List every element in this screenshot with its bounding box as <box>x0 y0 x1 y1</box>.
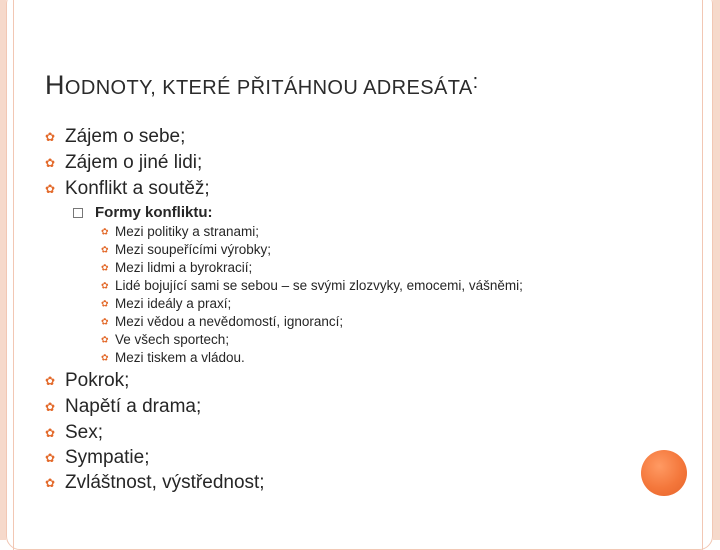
sub-list-item: ✿ Mezi tiskem a vládou. <box>101 350 245 365</box>
sub-list-item: ✿ Mezi soupeřícími výrobky; <box>101 242 272 257</box>
circle-bullet-icon: ✿ <box>101 298 109 309</box>
list-item: ✿ Napětí a drama; <box>45 396 202 417</box>
sub-list-item: ✿ Mezi ideály a praxí; <box>101 296 232 311</box>
circle-bullet-icon: ✿ <box>45 399 56 414</box>
sub-list-item: ✿ Mezi vědou a nevědomostí, ignorancí; <box>101 314 344 329</box>
circle-bullet-icon: ✿ <box>101 244 109 255</box>
list-item: ✿ Konflikt a soutěž; <box>45 178 210 199</box>
list-item: ✿ Zájem o sebe; <box>45 126 186 147</box>
sub-list-item: ✿ Mezi lidmi a byrokracií; <box>101 260 253 275</box>
circle-bullet-icon: ✿ <box>45 425 56 440</box>
list-item: ✿ Sympatie; <box>45 447 150 468</box>
list-item: ✿ Zvláštnost, výstřednost; <box>45 472 265 493</box>
circle-bullet-icon: ✿ <box>45 155 56 170</box>
circle-bullet-icon: ✿ <box>45 450 56 465</box>
slide-title: HODNOTY, KTERÉ PŘITÁHNOU ADRESÁTA: <box>45 70 479 100</box>
sub-list-item: ✿ Lidé bojující sami se sebou – se svými zlozvyky, emocemi, vášněmi; <box>101 278 523 293</box>
circle-bullet-icon: ✿ <box>101 226 109 237</box>
circle-bullet-icon: ✿ <box>101 352 109 363</box>
list-item: ✿ Pokrok; <box>45 370 130 391</box>
circle-bullet-icon: ✿ <box>45 129 56 144</box>
sub-list-item: ✿ Ve všech sportech; <box>101 332 230 347</box>
square-bullet-icon <box>73 208 83 218</box>
circle-bullet-icon: ✿ <box>101 316 109 327</box>
sub-list-item: ✿ Mezi politiky a stranami; <box>101 224 260 239</box>
circle-bullet-icon: ✿ <box>45 373 56 388</box>
right-border-strip <box>713 0 720 540</box>
circle-bullet-icon: ✿ <box>101 262 109 273</box>
sub-heading: Formy konfliktu: <box>73 205 213 220</box>
circle-bullet-icon: ✿ <box>45 475 56 490</box>
circle-bullet-icon: ✿ <box>45 181 56 196</box>
list-item: ✿ Zájem o jiné lidi; <box>45 152 203 173</box>
list-item: ✿ Sex; <box>45 422 104 443</box>
circle-bullet-icon: ✿ <box>101 334 109 345</box>
circle-bullet-icon: ✿ <box>101 280 109 291</box>
orange-circle-decoration <box>641 450 687 496</box>
